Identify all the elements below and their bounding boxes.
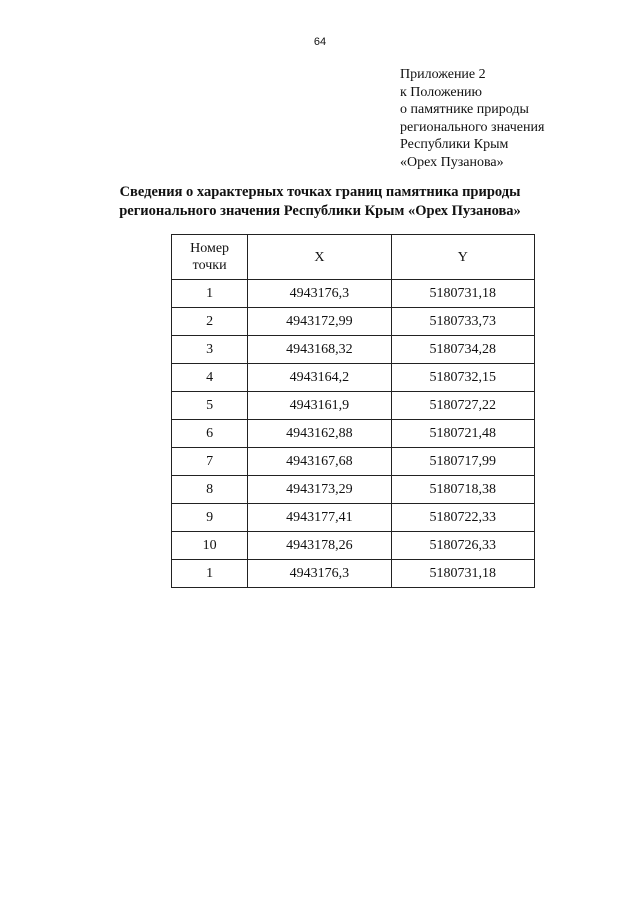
table-row (172, 420, 535, 448)
table-row (172, 364, 535, 392)
table-row (172, 504, 535, 532)
cell-x: 4943177,41 (248, 504, 391, 532)
cell-y: 5180733,73 (391, 308, 534, 336)
heading-line: регионального значения Республики Крым «Орех Пузанова» (119, 203, 521, 219)
cell-point-number: 5 (172, 392, 248, 420)
cell-point-number: 2 (172, 308, 248, 336)
cell-point-number: 8 (172, 476, 248, 504)
cell-x: 4943164,2 (248, 364, 391, 392)
cell-y: 5180727,22 (391, 392, 534, 420)
coordinates-table (171, 234, 535, 588)
cell-point-number: 7 (172, 448, 248, 476)
header-point-number (172, 235, 248, 280)
table-row (172, 476, 535, 504)
document-heading (0, 183, 640, 221)
cell-y: 5180726,33 (391, 532, 534, 560)
appendix-line: Республики Крым (400, 137, 509, 152)
cell-point-number: 4 (172, 364, 248, 392)
header-x: X (248, 235, 391, 280)
cell-point-number: 1 (172, 280, 248, 308)
cell-x: 4943176,3 (248, 280, 391, 308)
appendix-line: к Положению (400, 84, 483, 100)
header-number-line2: точки (192, 258, 227, 273)
cell-y: 5180731,18 (391, 560, 534, 588)
cell-x: 4943176,3 (248, 560, 391, 588)
cell-x: 4943167,68 (248, 448, 391, 476)
cell-point-number: 10 (172, 532, 248, 560)
cell-y: 5180722,33 (391, 504, 534, 532)
appendix-line: Приложение 2 (400, 67, 486, 82)
cell-x: 4943173,29 (248, 476, 391, 504)
cell-y: 5180717,99 (391, 448, 534, 476)
cell-point-number: 3 (172, 336, 248, 364)
cell-point-number: 9 (172, 504, 248, 532)
appendix-line: о памятнике природы (400, 102, 529, 117)
appendix-line: «Орех Пузанова» (400, 154, 504, 170)
cell-y: 5180732,15 (391, 364, 534, 392)
cell-y: 5180734,28 (391, 336, 534, 364)
header-number-line1: Номер (190, 241, 230, 256)
table-row (172, 532, 535, 560)
appendix-line: регионального значения (400, 119, 545, 135)
cell-y: 5180718,38 (391, 476, 534, 504)
cell-y: 5180721,48 (391, 420, 534, 448)
cell-x: 4943178,26 (248, 532, 391, 560)
table-header-row (172, 235, 535, 280)
table-row (172, 280, 535, 308)
table-row (172, 336, 535, 364)
heading-line: Сведения о характерных точках границ памятника природы (119, 184, 521, 200)
cell-point-number: 6 (172, 420, 248, 448)
table-row (172, 560, 535, 588)
cell-y: 5180731,18 (391, 280, 534, 308)
cell-point-number: 1 (172, 560, 248, 588)
cell-x: 4943172,99 (248, 308, 391, 336)
cell-x: 4943168,32 (248, 336, 391, 364)
table-row (172, 392, 535, 420)
page-number: 64 (313, 36, 327, 48)
cell-x: 4943162,88 (248, 420, 391, 448)
header-y: Y (391, 235, 534, 280)
appendix-reference (400, 66, 544, 171)
table-row (172, 308, 535, 336)
cell-x: 4943161,9 (248, 392, 391, 420)
table-row (172, 448, 535, 476)
